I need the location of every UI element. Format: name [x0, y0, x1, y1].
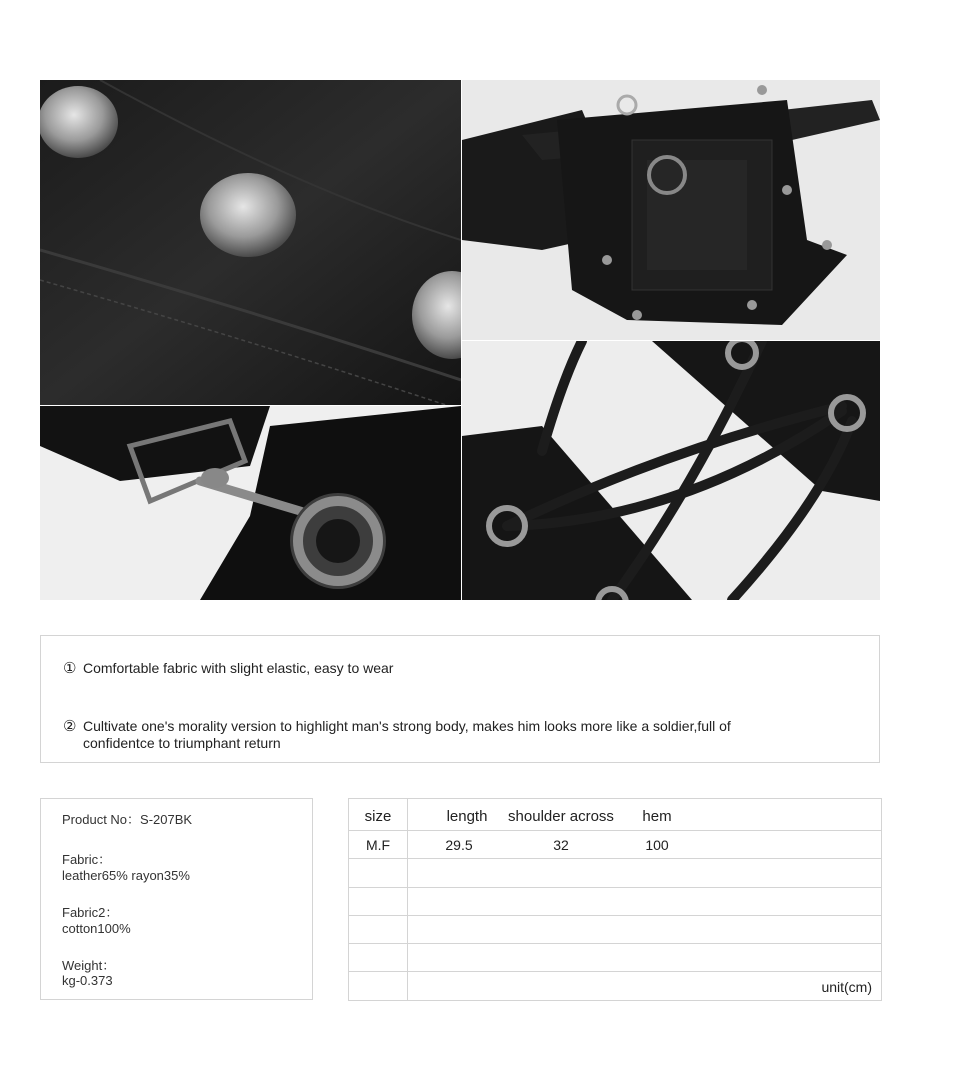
fabric-label: Fabric： — [62, 852, 112, 867]
header-hem: hem — [642, 808, 672, 825]
product-number: Product No：S-207BK — [62, 812, 193, 827]
studded-leather-strap-photo — [40, 80, 461, 405]
feature-number: ② — [63, 718, 77, 735]
header-shoulder-across: shoulder across — [508, 808, 614, 825]
header-size: size — [364, 808, 392, 825]
fabric2-label: Fabric2： — [62, 905, 119, 920]
cell-shoulder-across: 32 — [553, 837, 569, 853]
buckle-clasp-photo — [40, 406, 461, 600]
feature-list — [40, 635, 880, 763]
cell-size: M.F — [365, 837, 391, 853]
rope-lacing-photo — [462, 341, 880, 600]
cell-hem: 100 — [645, 837, 669, 853]
feature-item — [63, 660, 783, 677]
feature-item — [63, 718, 783, 752]
weight-label: Weight： — [62, 958, 116, 973]
holster-pouch-photo — [462, 80, 880, 340]
header-length: length — [446, 808, 488, 825]
fabric-value: leather65% rayon35% — [62, 868, 190, 883]
unit-label: unit(cm) — [821, 979, 872, 995]
product-specs — [40, 798, 313, 1000]
weight-value: kg-0.373 — [62, 973, 113, 988]
size-table — [348, 798, 882, 1001]
feature-text: Comfortable fabric with slight elastic, easy to wear — [83, 660, 394, 676]
feature-number: ① — [63, 660, 77, 677]
cell-length: 29.5 — [445, 837, 473, 853]
feature-text: Cultivate one's morality version to highlight man's strong body, makes him looks more like a soldier,full of confidentce to triumphant return — [83, 718, 731, 751]
fabric2-value: cotton100% — [62, 921, 131, 936]
